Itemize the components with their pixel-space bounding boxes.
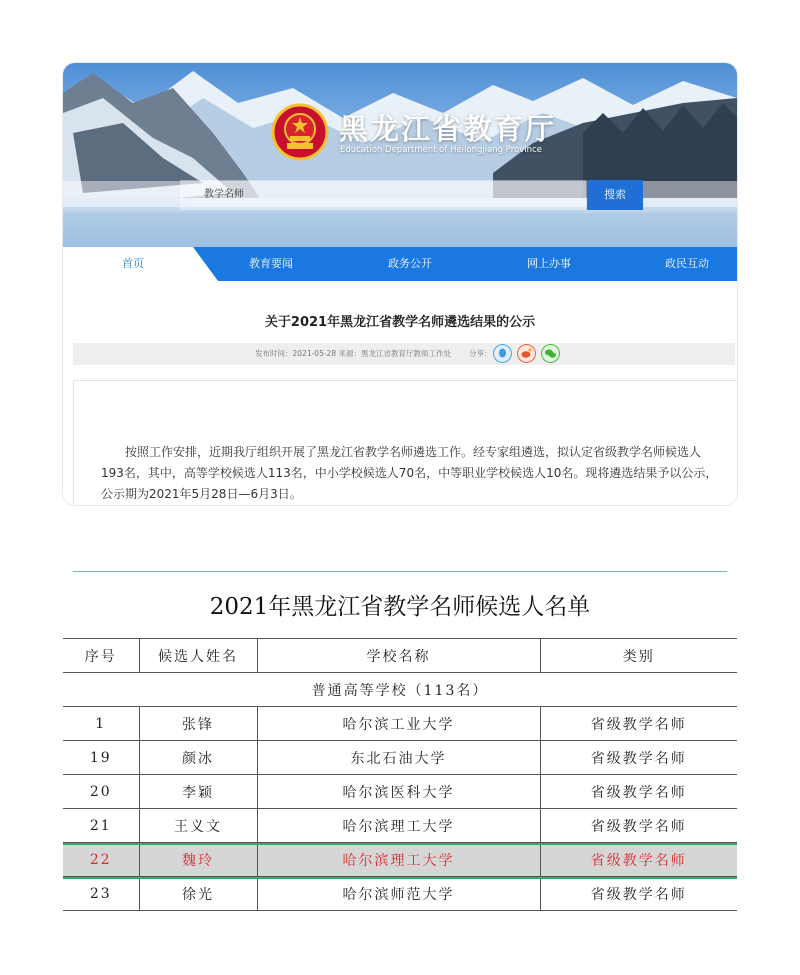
cell-number: 20 xyxy=(63,775,139,809)
nav-item-gov-affairs[interactable]: 政务公开 xyxy=(388,257,432,270)
table-row-highlighted xyxy=(63,843,737,877)
search-input-value: 教学名师 xyxy=(204,189,244,200)
cell-name: 李颖 xyxy=(139,775,257,809)
table-row xyxy=(63,707,737,741)
cell-type: 省级教学名师 xyxy=(540,877,737,911)
cell-school: 哈尔滨理工大学 xyxy=(257,809,540,843)
cell-type: 省级教学名师 xyxy=(540,741,737,775)
highlight-line-bottom xyxy=(63,877,737,879)
cell-number: 22 xyxy=(63,843,139,877)
website-screenshot xyxy=(63,63,737,505)
site-subtitle: Education Department of Heilongjiang Province xyxy=(340,145,542,155)
table-row xyxy=(63,775,737,809)
cell-number: 19 xyxy=(63,741,139,775)
nav-item-online-services[interactable]: 网上办事 xyxy=(527,257,571,270)
cell-type: 省级教学名师 xyxy=(540,775,737,809)
nav-item-home[interactable]: 首页 xyxy=(122,257,144,270)
list-title: 2021年黑龙江省教学名师候选人名单 xyxy=(209,594,591,620)
cell-type: 省级教学名师 xyxy=(540,809,737,843)
cell-school: 哈尔滨工业大学 xyxy=(257,707,540,741)
cell-number: 1 xyxy=(63,707,139,741)
cell-school: 哈尔滨医科大学 xyxy=(257,775,540,809)
cell-type: 省级教学名师 xyxy=(540,707,737,741)
share-label: 分享： xyxy=(469,349,492,358)
weibo-icon[interactable] xyxy=(517,344,536,363)
header-school: 学校名称 xyxy=(257,639,540,673)
cell-school: 哈尔滨理工大学 xyxy=(257,843,540,877)
cell-type: 省级教学名师 xyxy=(540,843,737,877)
article-meta: 发布时间：2021-05-28 来源：黑龙江省教育厅教师工作处 xyxy=(255,349,451,358)
cell-school: 东北石油大学 xyxy=(257,741,540,775)
header-number: 序号 xyxy=(63,639,139,673)
candidate-table xyxy=(63,638,737,911)
table-row xyxy=(63,877,737,911)
header-name: 候选人姓名 xyxy=(139,639,257,673)
article-title: 关于2021年黑龙江省教学名师遴选结果的公示 xyxy=(264,315,536,330)
cell-name: 魏玲 xyxy=(139,843,257,877)
header-type: 类别 xyxy=(540,639,737,673)
table-header-row xyxy=(63,639,737,673)
nav-item-interaction[interactable]: 政民互动 xyxy=(665,257,709,270)
table-row xyxy=(63,809,737,843)
table-row xyxy=(63,741,737,775)
cell-number: 23 xyxy=(63,877,139,911)
search-button[interactable]: 搜索 xyxy=(587,180,643,210)
cell-school: 哈尔滨师范大学 xyxy=(257,877,540,911)
national-emblem-icon xyxy=(271,103,329,161)
site-title: 黑龙江省教育厅 xyxy=(339,112,557,146)
qq-icon[interactable] xyxy=(493,344,512,363)
group-row xyxy=(63,673,737,707)
cell-name: 徐光 xyxy=(139,877,257,911)
group-label: 普通高等学校（113名） xyxy=(63,673,737,707)
cell-name: 颜冰 xyxy=(139,741,257,775)
cell-name: 王义文 xyxy=(139,809,257,843)
divider-line xyxy=(73,571,727,572)
nav-item-news[interactable]: 教育要闻 xyxy=(249,257,293,270)
wechat-icon[interactable] xyxy=(541,344,560,363)
highlight-line-top xyxy=(63,843,737,845)
cell-number: 21 xyxy=(63,809,139,843)
banner-image xyxy=(63,63,737,247)
cell-name: 张锋 xyxy=(139,707,257,741)
article-paragraph: 按照工作安排，近期我厅组织开展了黑龙江省教学名师遴选工作。经专家组遴选，拟认定省级教学名师候选人193名，其中，高等学校候选人113名，中小学校候选人70名，中等职业学校候选人10名。现将遴选结果予以公示，公示期为2021年5月28日—6月3日。 xyxy=(101,445,718,501)
